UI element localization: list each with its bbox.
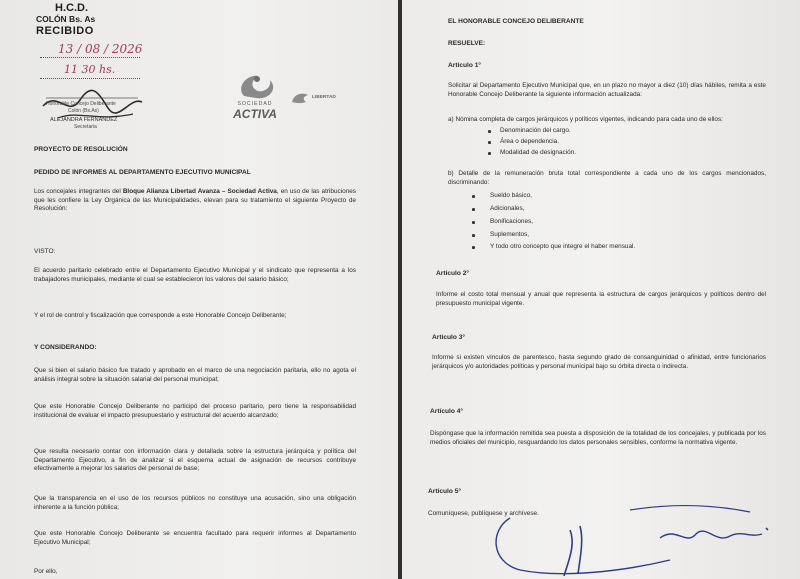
intro-text-a: Los concejales integrantes del [34,188,123,195]
item-b-bullet: Bonificaciones, [490,218,533,225]
stamp-received: RECIBIDO [36,25,94,37]
visto-paragraph-2: Y el rol de control y fiscalización que corresponde a este Honorable Concejo Deliberante; [34,312,287,319]
stamp-time-line [40,78,140,79]
document-page-right [402,0,800,579]
item-b-bullet: Suplementos, [490,231,530,238]
considerando-heading: Y CONSIDERANDO: [34,344,97,351]
item-b-text: b) Detalle de la remuneración bruta total correspondiente a cada uno de los cargos mencionados, discriminando: [448,170,766,186]
article-5-title: Artículo 5° [428,488,462,495]
swirl-logo-icon [226,70,284,100]
article-3-title: Artículo 3° [432,334,466,341]
logo-big-text: ACTIVA [233,107,277,121]
stamp-signatory-line1: Honorable Concejo Deliberante [46,101,116,107]
bullet-dot [488,141,491,144]
bullet-dot [472,208,475,211]
stamp-date-line [40,57,140,58]
stamp-place: COLÓN Bs. As [36,14,96,24]
item-a-text: a) Nómina completa de cargos jerárquicos y políticos vigentes, indicando para cada uno de ellos: [448,116,723,123]
considerando-paragraph-4: Que la transparencia en el uso de los recursos públicos no constituye una acusación, sino una obligación inherente a la función pública; [34,495,356,511]
article-2-title: Artículo 2° [436,270,470,277]
libertad-logo-text: LIBERTAD [312,95,336,100]
stamp-org: H.C.D. [55,2,88,14]
article-4-text: Dispóngase que la información remitida sea puesta a disposición de la totalidad de los concejales, y publicada por los medios oficiales del municipio, resguardando los datos personales sensibles, conforme la normativa vigente. [430,430,766,446]
closing-text: Por ello, [34,568,58,575]
stamp-signatory-role: Secretaria [74,124,97,130]
document-page-left [0,0,398,579]
intro-paragraph [34,188,356,214]
bullet-dot [472,246,475,249]
article-2-text: Informe el costo total mensual y anual que representa la estructura de cargos jerárquicos y políticos dentro del presupuesto municipal vigente. [436,291,766,307]
article-5-text: Comuníquese, publíquese y archívese. [428,510,539,517]
resuelve-heading: RESUELVE: [448,40,486,47]
bullet-dot [488,152,491,155]
lion-logo-icon [290,90,312,106]
stamp-time: 11 30 hs. [64,63,116,76]
bullet-dot [472,234,475,237]
item-a-bullet: Modalidad de designación. [500,149,577,156]
handwritten-signature [480,500,780,579]
visto-heading: VISTO: [34,248,56,255]
sociedad-activa-logo [226,70,284,128]
stamp-date: 13 / 08 / 2026 [58,42,143,56]
considerando-paragraph-1: Que si bien el salario básico fue tratado y aprobado en el marco de una negociación paritaria, ello no agota el análisis integral sobre la situación salarial del personal municipal; [34,367,356,383]
item-b-bullet: Sueldo básico, [490,192,532,199]
item-a-bullet: Área o dependencia. [500,138,559,145]
intro-bloc-name: Bloque Alianza Libertad Avanza – Sociedad Activa [122,188,277,195]
bullet-dot [488,130,491,133]
subject-heading: PEDIDO DE INFORMES AL DEPARTAMENTO EJECUTIVO MUNICIPAL [34,169,251,176]
stamp-signatory-line2: Colón (Bs.As) [68,108,99,114]
item-b-bullet: Y todo otro concepto que integre el haber mensual. [490,243,636,250]
considerando-paragraph-3: Que resulta necesario contar con información clara y detallada sobre la estructura jerárquica y política del Departamento Ejecutivo, a fin de analizar si el esquema actual de asignación de recursos contribuye efectivamente a mejorar los salarios del personal de base; [34,448,356,473]
item-a-bullet: Denominación del cargo. [500,127,571,134]
considerando-paragraph-2: Que este Honorable Concejo Deliberante no participó del proceso paritario, pero tiene la responsabilidad institucional de evaluar el impacto presupuestario y estructural del acuerdo alcanzado; [34,403,356,419]
article-3-text: Informe si existen vínculos de parentesco, hasta segundo grado de consanguinidad o afinidad, entre funcionarios jerárquicos y/o autoridades políticas y personal municipal bajo su órbita directa o indirecta. [432,354,766,370]
bullet-dot [472,221,475,224]
bullet-dot [472,195,475,198]
logo-small-text: SOCIEDAD [237,101,273,107]
doc-type-heading: PROYECTO DE RESOLUCIÓN [34,146,128,153]
article-4-title: Artículo 4° [430,408,464,415]
intro-text-b: , en uso de las atribuciones que les confiere la Ley Orgánica de las Municipalidades, elevan para su tratamiento el siguiente Proyecto de Resolución: [34,188,356,213]
stamp-signatory-name: ALEJANDRA FERNÁNDEZ [50,117,118,123]
considerando-paragraph-5: Que este Honorable Concejo Deliberante se encuentra facultado para requerir informes al Departamento Ejecutivo Municipal; [34,530,356,546]
item-b-bullet: Adicionales, [490,205,525,212]
council-header: EL HONORABLE CONCEJO DELIBERANTE [448,18,584,25]
visto-paragraph-1: El acuerdo paritario celebrado entre el Departamento Ejecutivo Municipal y el sindicato que representa a los trabajadores municipales, mediante el cual se establecieron los valores del salario básico; [34,267,356,283]
article-1-title: Artículo 1° [448,62,482,69]
article-1-text: Solicitar al Departamento Ejecutivo Municipal que, en un plazo no mayor a diez (10) días hábiles, remita a este Honorable Concejo Deliberante la siguiente información actualizada: [448,82,766,98]
